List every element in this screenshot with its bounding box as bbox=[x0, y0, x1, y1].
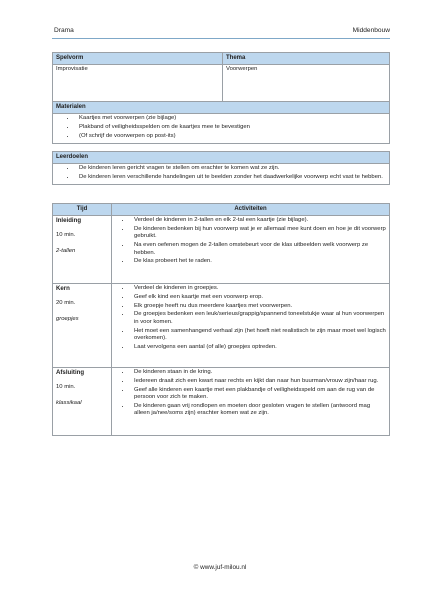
activity-item: • De kinderen staan in de kring. bbox=[131, 369, 386, 377]
activity-item: • Het moet een samenhangend verhaal zijn (het hoeft niet realistisch te zijn maar moet wel logisch overkomen). bbox=[131, 328, 386, 343]
spelvorm-thema-table bbox=[52, 52, 390, 102]
materialen-content bbox=[53, 113, 390, 143]
phase-time-cell bbox=[53, 367, 112, 435]
leerdoelen-table bbox=[52, 151, 390, 185]
phase-grouping: groepjes bbox=[56, 315, 79, 322]
phase-grouping: 2-tallen bbox=[56, 247, 76, 254]
activity-item: • De kinderen gaan vrij rondlopen en moeten door gesloten vragen te stellen (antwoord mag alleen ja/nee/soms zijn) erachter komen wat ze zijn. bbox=[131, 403, 386, 418]
activity-item: • Verdeel de kinderen in 2-tallen en elk 2-tal een kaartje (zie bijlage). bbox=[131, 217, 386, 225]
thema-value: Voorwerpen bbox=[223, 64, 390, 101]
schedule-table bbox=[52, 203, 390, 436]
phase-title: Inleiding bbox=[56, 217, 82, 225]
activity-item: • Iedereen draait zich een kwart naar rechts en kijkt dan naar hun buurman/vrouw zijn/haar rug. bbox=[131, 378, 386, 386]
phase-duration: 10 min. bbox=[56, 383, 76, 390]
phase-activities bbox=[112, 283, 390, 367]
phase-duration: 20 min. bbox=[56, 299, 76, 306]
activity-item: • Geef elk kind een kaartje met een voorwerp erop. bbox=[131, 294, 386, 302]
phase-activities bbox=[112, 215, 390, 283]
tijd-heading: Tijd bbox=[53, 204, 112, 216]
activity-item: • Geef alle kinderen een kaartje met een plakbandje of veiligheidsspeld om aan de rug van de persoon voor zich te maken. bbox=[131, 387, 386, 402]
thema-heading: Thema bbox=[223, 53, 390, 65]
materialen-heading: Materialen bbox=[53, 102, 390, 114]
activity-item: • Elk groepje heeft nu dus meerdere kaartjes met voorwerpen. bbox=[131, 303, 386, 311]
activiteiten-heading: Activiteiten bbox=[112, 204, 390, 216]
phase-time-cell bbox=[53, 283, 112, 367]
activity-item: • Laat vervolgens een aantal (of alle) groepjes optreden. bbox=[131, 344, 386, 352]
phase-row bbox=[53, 215, 390, 283]
materialen-table bbox=[52, 101, 390, 144]
phase-title: Afsluiting bbox=[56, 369, 85, 377]
activity-item: • De klas probeert het te raden. bbox=[131, 258, 386, 266]
activity-item: • Na even oefenen mogen de 2-tallen omstebeurt voor de klas uitbeelden welk voorwerp ze hebben. bbox=[131, 242, 386, 257]
phase-grouping: klassikaal bbox=[56, 399, 82, 406]
phase-time-cell bbox=[53, 215, 112, 283]
level-label: Middenbouw bbox=[352, 27, 390, 34]
header-divider bbox=[52, 38, 390, 39]
phase-row bbox=[53, 367, 390, 435]
activity-item: • Verdeel de kinderen in groepjes. bbox=[131, 285, 386, 293]
phase-duration: 10 min. bbox=[56, 231, 76, 238]
spelvorm-heading: Spelvorm bbox=[53, 53, 223, 65]
phase-title: Kern bbox=[56, 285, 70, 293]
leerdoelen-heading: Leerdoelen bbox=[53, 152, 390, 164]
copyright-footer: © www.juf-milou.nl bbox=[193, 564, 247, 571]
activity-item: • De groepjes bedenken een leuk/serieus/grappig/spannend toneelstukje waar al hun voorwerpen in voor komen. bbox=[131, 311, 386, 326]
leerdoelen-item: • De kinderen leren gericht vragen te stellen om erachter te komen wat ze zijn. bbox=[76, 165, 386, 173]
leerdoelen-item: • De kinderen leren verschillende handelingen uit te beelden zonder het daadwerkelijke voorwerp echt vast te hebben. bbox=[76, 174, 386, 182]
materialen-item: • Plakband of veiligheidsspelden om de kaartjes mee te bevestigen bbox=[76, 124, 386, 132]
phase-row bbox=[53, 283, 390, 367]
leerdoelen-content bbox=[53, 163, 390, 184]
materialen-item: • (Of schrijf de voorwerpen op post-its) bbox=[76, 133, 386, 141]
spelvorm-value: Improvisatie bbox=[53, 64, 223, 101]
phase-activities bbox=[112, 367, 390, 435]
materialen-item: • Kaartjes met voorwerpen (zie bijlage) bbox=[76, 115, 386, 123]
activity-item: • De kinderen bedenken bij hun voorwerp wat je er allemaal mee kunt doen en hoe je dit voorwerp gebruikt. bbox=[131, 226, 386, 241]
subject-label: Drama bbox=[54, 27, 74, 34]
